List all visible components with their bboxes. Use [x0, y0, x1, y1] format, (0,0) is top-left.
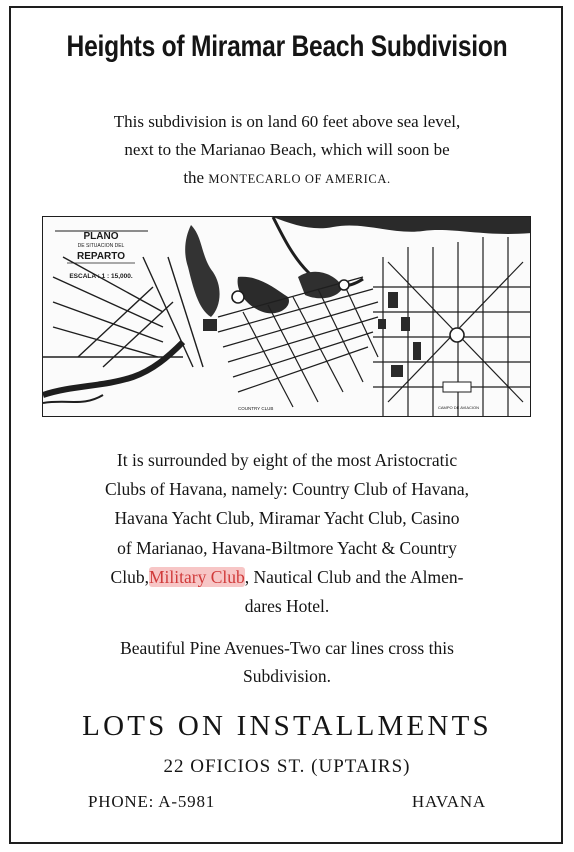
- map-label-campo: CAMPO DE AVIACION: [438, 405, 480, 410]
- map-label-country-club: COUNTRY CLUB: [238, 406, 274, 411]
- military-club-highlight[interactable]: Military Club: [148, 566, 245, 587]
- map-title: PLANO: [83, 231, 119, 242]
- clubs-line-5: [0, 563, 574, 592]
- map-scale: ESCALA : 1 : 15,000.: [69, 273, 133, 280]
- clubs-line-5-prefix: Club,: [110, 566, 149, 587]
- intro-line-2: next to the Marianao Beach, which will soon be: [124, 140, 450, 159]
- woods-area: [185, 225, 219, 317]
- coastline: [273, 217, 531, 234]
- montecarlo-smallcaps: MONTECARLO OF AMERICA.: [208, 172, 391, 186]
- intro-paragraph: [0, 108, 574, 193]
- river: [43, 342, 183, 395]
- clubs-paragraph: [0, 446, 574, 621]
- phone-number: PHONE: A-5981: [88, 792, 216, 811]
- map-subtitle: DE SITUACION DEL: [77, 243, 125, 249]
- lots-heading: LOTS ON INSTALLMENTS: [82, 710, 492, 742]
- map-legend: [55, 231, 148, 280]
- clubs-line-4: of Marianao, Havana-Biltmore Yacht & Country: [117, 537, 457, 558]
- address-line: 22 OFICIOS ST. (UPTAIRS): [163, 756, 411, 777]
- pine-line-1: Beautiful Pine Avenues-Two car lines cross this: [120, 638, 454, 658]
- clubs-line-3: Havana Yacht Club, Miramar Yacht Club, Casino: [114, 508, 460, 529]
- map-drawing: [43, 217, 531, 417]
- clubs-line-5-suffix: , Nautical Club and the Almen-: [244, 566, 464, 587]
- headline: Heights of Miramar Beach Subdivision: [66, 30, 508, 63]
- clubs-line-6: dares Hotel.: [244, 596, 330, 617]
- map-name: REPARTO: [77, 251, 125, 262]
- city-name: HAVANA: [411, 792, 486, 811]
- intro-line-3: [0, 164, 574, 193]
- pine-paragraph: [0, 634, 574, 690]
- intro-line-1: This subdivision is on land 60 feet above sea level,: [113, 112, 461, 131]
- pine-line-2: Subdivision.: [242, 666, 331, 686]
- clubs-line-2: Clubs of Havana, namely: Country Club of Havana,: [104, 479, 470, 500]
- subdivision-map: [42, 216, 531, 417]
- intro-line-3-prefix: the: [183, 168, 205, 187]
- roundabout: [450, 328, 464, 342]
- clubs-line-1: It is surrounded by eight of the most Aristocratic: [116, 450, 458, 470]
